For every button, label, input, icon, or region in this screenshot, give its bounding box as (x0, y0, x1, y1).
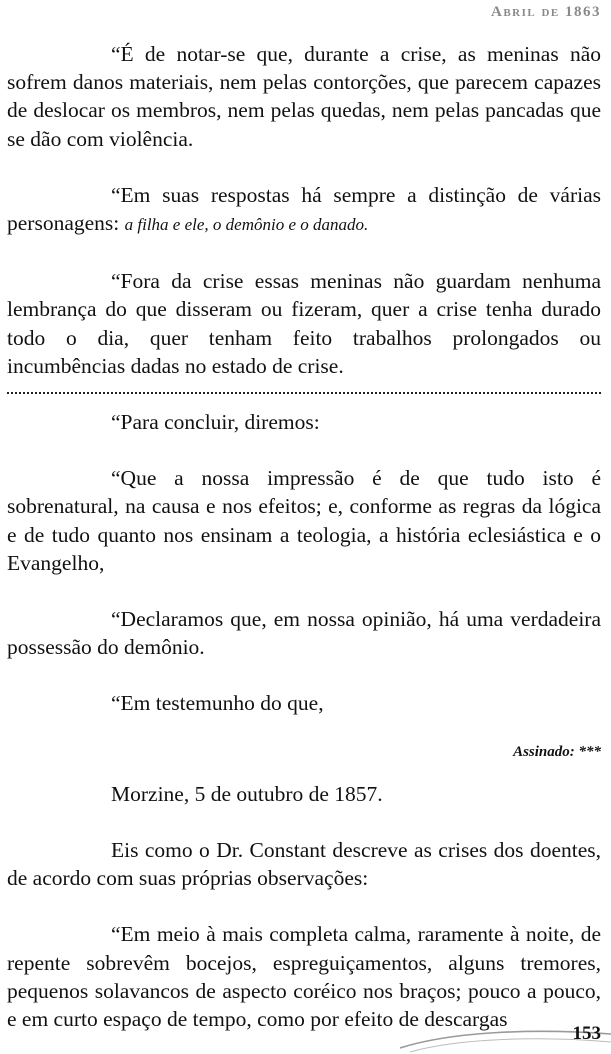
paragraph: “Em meio à mais completa calma, raramente à noite, de repente sobrevêm bocejos, espreguiçamentos, alguns tremores, pequenos solavancos de aspecto coréico nos braços; pouco a pouco, e em curto espaço de tempo, como por efeito de descargas (7, 922, 601, 1032)
paragraph: “É de notar-se que, durante a crise, as meninas não sofrem danos materiais, nem pelas contorções, que parecem capazes de deslocar os membros, nem pelas quedas, nem pelas pancadas que se dão com violência. (7, 42, 601, 151)
dotted-separator (7, 392, 601, 394)
paragraph: “Em suas respostas há sempre a distinção de várias personagens: a filha e ele, o demônio e o danado. (7, 182, 601, 236)
page-body (7, 40, 601, 1033)
paragraph: “Que a nossa impressão é de que tudo isto é sobrenatural, na causa e nos efeitos; e, conforme as regras da lógica e de tudo quanto nos ensinam a teologia, a história eclesiástica e o Evangelho, (7, 466, 601, 575)
paragraph: “Para concluir, diremos: (111, 410, 320, 435)
signature: Assinado: *** (513, 743, 601, 760)
paragraph: Morzine, 5 de outubro de 1857. (111, 781, 383, 806)
paragraph: “Em testemunho do que, (111, 691, 324, 716)
paragraph: “Declaramos que, em nossa opinião, há uma verdadeira possessão do demônio. (7, 607, 601, 660)
paragraph: Eis como o Dr. Constant descreve as crises dos doentes, de acordo com suas próprias observações: (7, 838, 601, 891)
running-header: Abril de 1863 (490, 4, 601, 20)
page-number: 153 (572, 1023, 601, 1044)
italic-phrase: a filha e ele, o demônio e o danado. (124, 215, 369, 235)
paragraph: “Fora da crise essas meninas não guardam nenhuma lembrança do que disseram ou fizeram, quer a crise tenha durado todo o dia, quer tenham feito trabalhos prolongados ou incumbências dadas no estado de crise. (7, 269, 601, 378)
